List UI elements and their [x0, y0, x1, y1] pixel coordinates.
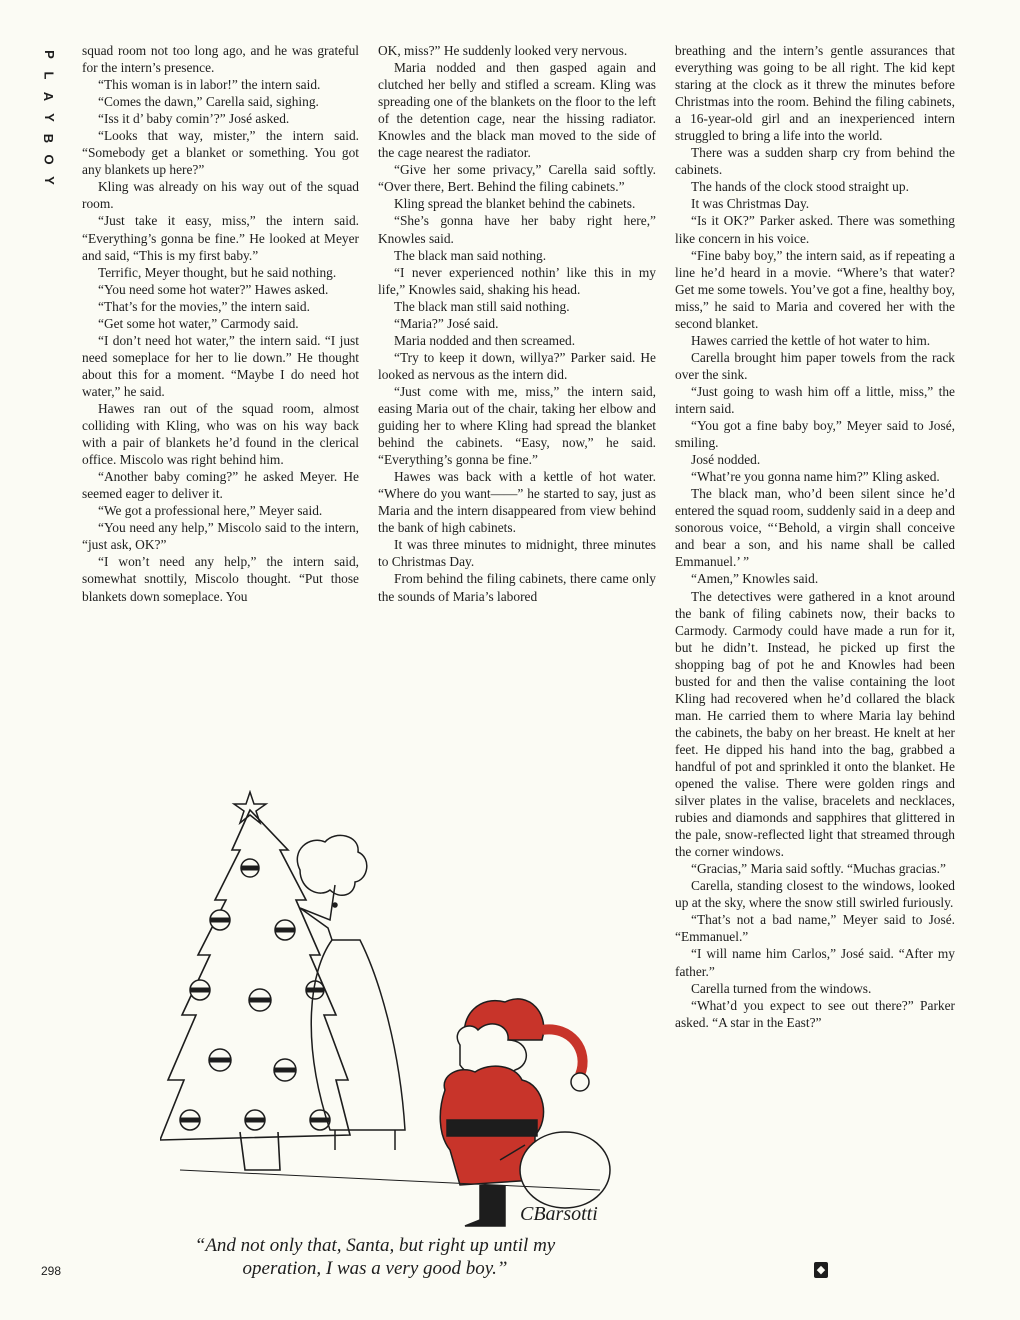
paragraph: “Another baby coming?” he asked Meyer. He seemed eager to deliver it. — [82, 469, 359, 502]
paragraph: It was three minutes to midnight, three minutes to Christmas Day. — [378, 537, 656, 570]
paragraph: The black man still said nothing. — [394, 298, 570, 314]
cartoon-illustration — [160, 790, 660, 1230]
page-number: 298 — [41, 1264, 62, 1278]
paragraph: Hawes ran out of the squad room, almost colliding with Kling, who was on his way back with a pair of blankets he’d found in the clerical office. Miscolo was right behind him. — [82, 400, 359, 468]
paragraph: “I don’t need hot water,” the intern said. “I just need someplace for her to lie down.” He thought about this for a moment. “Maybe I do need hot water,” he said. — [82, 332, 359, 399]
cartoon-caption — [150, 1234, 600, 1280]
paragraph: “Just take it easy, miss,” the intern said. “Everything’s gonna be fine.” He looked at Meyer and said, “This is my first baby.” — [82, 213, 359, 263]
paragraph: Carella, standing closest to the windows, looked up at the sky, where the snow still swirled furiously. — [675, 878, 955, 911]
paragraph: Hawes was back with a kettle of hot water. “Where do you want——” he started to say, just as Maria and the intern disappeared from view behind the bank of high cabinets. — [378, 469, 656, 536]
paragraph: “What’re you gonna name him?” Kling asked. — [691, 469, 940, 485]
paragraph: The black man said nothing. — [394, 247, 547, 263]
paragraph: “Give her some privacy,” Carella said softly. “Over there, Bert. Behind the filing cabinets.” — [378, 162, 656, 195]
paragraph: “She’s gonna have her baby right here,” Knowles said. — [378, 213, 656, 246]
paragraph: “Comes the dawn,” Carella said, sighing. — [98, 94, 319, 110]
paragraph: “We got a professional here,” Meyer said. — [98, 503, 323, 519]
paragraph: “Iss it d’ baby comin’?” José asked. — [98, 111, 290, 127]
paragraph: breathing and the intern’s gentle assurances that everything was going to be all right. The kid kept staring at the clock as it threw the minutes before Christmas into the room. Behind the filing cabinets, a 16-year-old girl and an inexperienced intern struggled to bring a life into the world. — [675, 43, 955, 144]
masthead-letter: Y — [41, 113, 57, 122]
text-column-3 — [675, 42, 955, 1031]
paragraph: Maria nodded and then screamed. — [394, 332, 576, 348]
paragraph: “Fine baby boy,” the intern said, as if repeating a line he’d heard in a movie. “Where’s that water? Get me some towels. You’ve got a fine, healthy boy, miss,” he said to Maria and covered her with the second blanket. — [675, 247, 955, 331]
rabbit-head-end-mark-icon: ◆ — [814, 1262, 828, 1278]
paragraph: “You need some hot water?” Hawes asked. — [98, 281, 329, 297]
paragraph: “Try to keep it down, willya?” Parker said. He looked as nervous as the intern did. — [378, 349, 656, 382]
paragraph: “You got a fine baby boy,” Meyer said to José, smiling. — [675, 418, 955, 451]
magazine-masthead — [36, 44, 62, 191]
paragraph: “This woman is in labor!” the intern said. — [98, 77, 321, 93]
paragraph: It was Christmas Day. — [691, 196, 810, 212]
paragraph: Kling was already on his way out of the squad room. — [82, 179, 359, 212]
paragraph: OK, miss?” He suddenly looked very nervous. — [378, 43, 628, 58]
santa-figure — [440, 999, 610, 1226]
paragraph: squad room not too long ago, and he was grateful for the intern’s presence. — [82, 43, 359, 76]
paragraph: “That’s for the movies,” the intern said. — [98, 298, 310, 314]
caption-line-2: operation, I was a very good boy.” — [242, 1258, 508, 1279]
paragraph: Carella turned from the windows. — [691, 980, 872, 996]
paragraph: “Maria?” José said. — [394, 315, 499, 331]
masthead-letter: O — [41, 154, 57, 165]
paragraph: The black man, who’d been silent since he’d entered the squad room, suddenly said in a deep and sonorous voice, “‘Behold, a virgin shall conceive and bear a son, and his name shall be called Emmanuel.’ ” — [675, 486, 955, 570]
masthead-letter: Y — [41, 176, 57, 185]
paragraph: Carella brought him paper towels from the rack over the sink. — [675, 349, 955, 382]
woman-figure — [297, 835, 405, 1150]
masthead-letter: B — [41, 133, 57, 144]
paragraph: “You need any help,” Miscolo said to the intern, “just ask, OK?” — [82, 520, 359, 553]
masthead-letter: P — [41, 50, 57, 59]
paragraph: Kling spread the blanket behind the cabinets. — [394, 196, 636, 212]
paragraph: “Gracias,” Maria said softly. “Muchas gracias.” — [691, 861, 946, 877]
paragraph: José nodded. — [691, 452, 761, 468]
caption-line-1: “And not only that, Santa, but right up until my — [194, 1235, 556, 1256]
paragraph: “I will name him Carlos,” José said. “After my father.” — [675, 946, 955, 979]
paragraph: The detectives were gathered in a knot around the bank of filing cabinets now, their backs to Carmody. Carmody could have made a run for it, but he didn’t. Instead, he picked up first the shopping bag of pot he and Knowles had been busted for and then the valise containing the loot Kling had recovered when he’d collared the black man. He carried them to where Maria lay behind the cabinets, the baby on her breast. He knelt at her feet. He dipped his hand into the bag, grabbed a handful of pot and sprinkled it onto the blanket. He opened the valise. There were golden rings and silver plates in the valise, bracelets and necklaces, rubies and diamonds and sapphires that glittered in the pale, snow-reflected light that streamed through the corner windows. — [675, 588, 955, 860]
text-column-1 — [82, 42, 359, 605]
tree-star-icon — [234, 792, 266, 823]
paragraph: “Amen,” Knowles said. — [691, 571, 819, 587]
text-column-2 — [378, 42, 656, 605]
paragraph: “I never experienced nothin’ like this in my life,” Knowles said, shaking his head. — [378, 264, 656, 297]
paragraph: Maria nodded and then gasped again and clutched her belly and stifled a scream. Kling was spreading one of the blankets on the floor to the left of the detention cage, near the hissing radiator. Knowles and the black man moved to the side of the cage nearest the radiator. — [378, 60, 656, 161]
tree-ornaments — [180, 859, 330, 1130]
paragraph: “Get some hot water,” Carmody said. — [98, 315, 299, 331]
artist-signature: CBarsotti — [520, 1203, 598, 1225]
paragraph: “What’d you expect to see out there?” Parker asked. “A star in the East?” — [675, 997, 955, 1030]
paragraph: The hands of the clock stood straight up. — [691, 179, 909, 195]
paragraph: Terrific, Meyer thought, but he said nothing. — [98, 264, 337, 280]
paragraph: There was a sudden sharp cry from behind the cabinets. — [675, 145, 955, 178]
paragraph: “Just come with me, miss,” the intern said, easing Maria out of the chair, taking her elbow and guiding her to where Kling had spread the blanket behind the cabinets. “Easy, now,” he said. “Everything’s gonna be fine.” — [378, 383, 656, 468]
paragraph: “Is it OK?” Parker asked. There was something like concern in his voice. — [675, 213, 955, 246]
paragraph: “That’s not a bad name,” Meyer said to José. “Emmanuel.” — [675, 912, 955, 945]
masthead-letter: L — [41, 71, 57, 80]
paragraph: From behind the filing cabinets, there came only the sounds of Maria’s labored — [378, 571, 656, 604]
paragraph: “Just going to wash him off a little, miss,” the intern said. — [675, 383, 955, 416]
paragraph: “Looks that way, mister,” the intern said. “Somebody get a blanket or something. You got any blankets up here?” — [82, 128, 359, 178]
paragraph: Hawes carried the kettle of hot water to him. — [691, 332, 931, 348]
masthead-letter: A — [41, 91, 57, 102]
paragraph: “I won’t need any help,” the intern said, somewhat snottily, Miscolo thought. “Put those blankets down someplace. You — [82, 554, 359, 604]
